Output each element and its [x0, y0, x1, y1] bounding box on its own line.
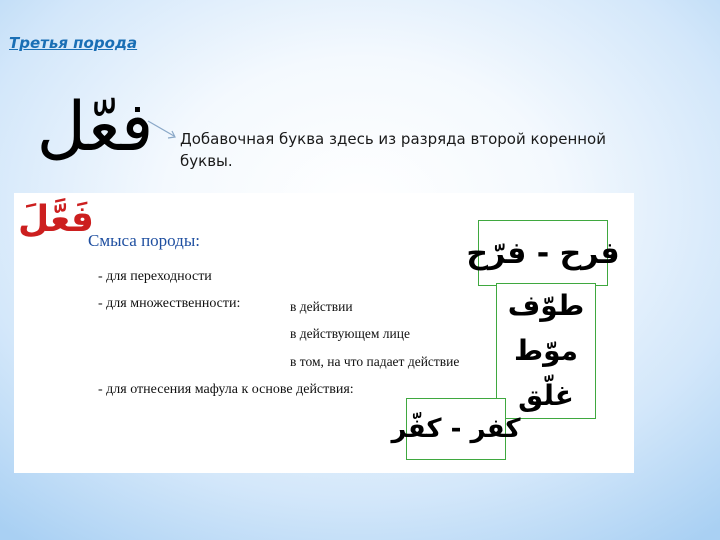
panel-heading-arabic: فَعَّلَ [17, 199, 94, 240]
example-box-bottom [391, 398, 521, 460]
example-bottom-text: كفر - كفّر [391, 414, 521, 444]
meanings-title: Смыса породы: [88, 231, 200, 250]
explanation-note: Добавочная буква здесь из разряда второй коренной буквы. [180, 130, 606, 170]
verb-form-arabic: فعل [36, 88, 154, 167]
meaning-transitivity: - для переходности [98, 269, 212, 284]
meaning-multiplicity: - для множественности: [98, 296, 241, 311]
example-list-item: غلّق [518, 378, 574, 412]
example-panel [14, 193, 634, 473]
sub-meaning-object: в том, на что падает действие [290, 354, 460, 369]
example-main-text: فرح - فرّح [466, 235, 620, 271]
example-box-main [466, 220, 620, 286]
example-box-list [496, 283, 596, 419]
sub-meaning-action: в действии [290, 299, 353, 314]
example-list-item: موّط [514, 333, 578, 367]
slide-title: Третья порода [9, 34, 138, 52]
example-list-item: طوّف [507, 289, 585, 323]
meaning-attribution: - для отнесения мафула к основе действия: [98, 382, 354, 397]
pointer-arrow-icon [146, 119, 180, 141]
sub-meaning-agent: в действующем лице [290, 326, 410, 341]
